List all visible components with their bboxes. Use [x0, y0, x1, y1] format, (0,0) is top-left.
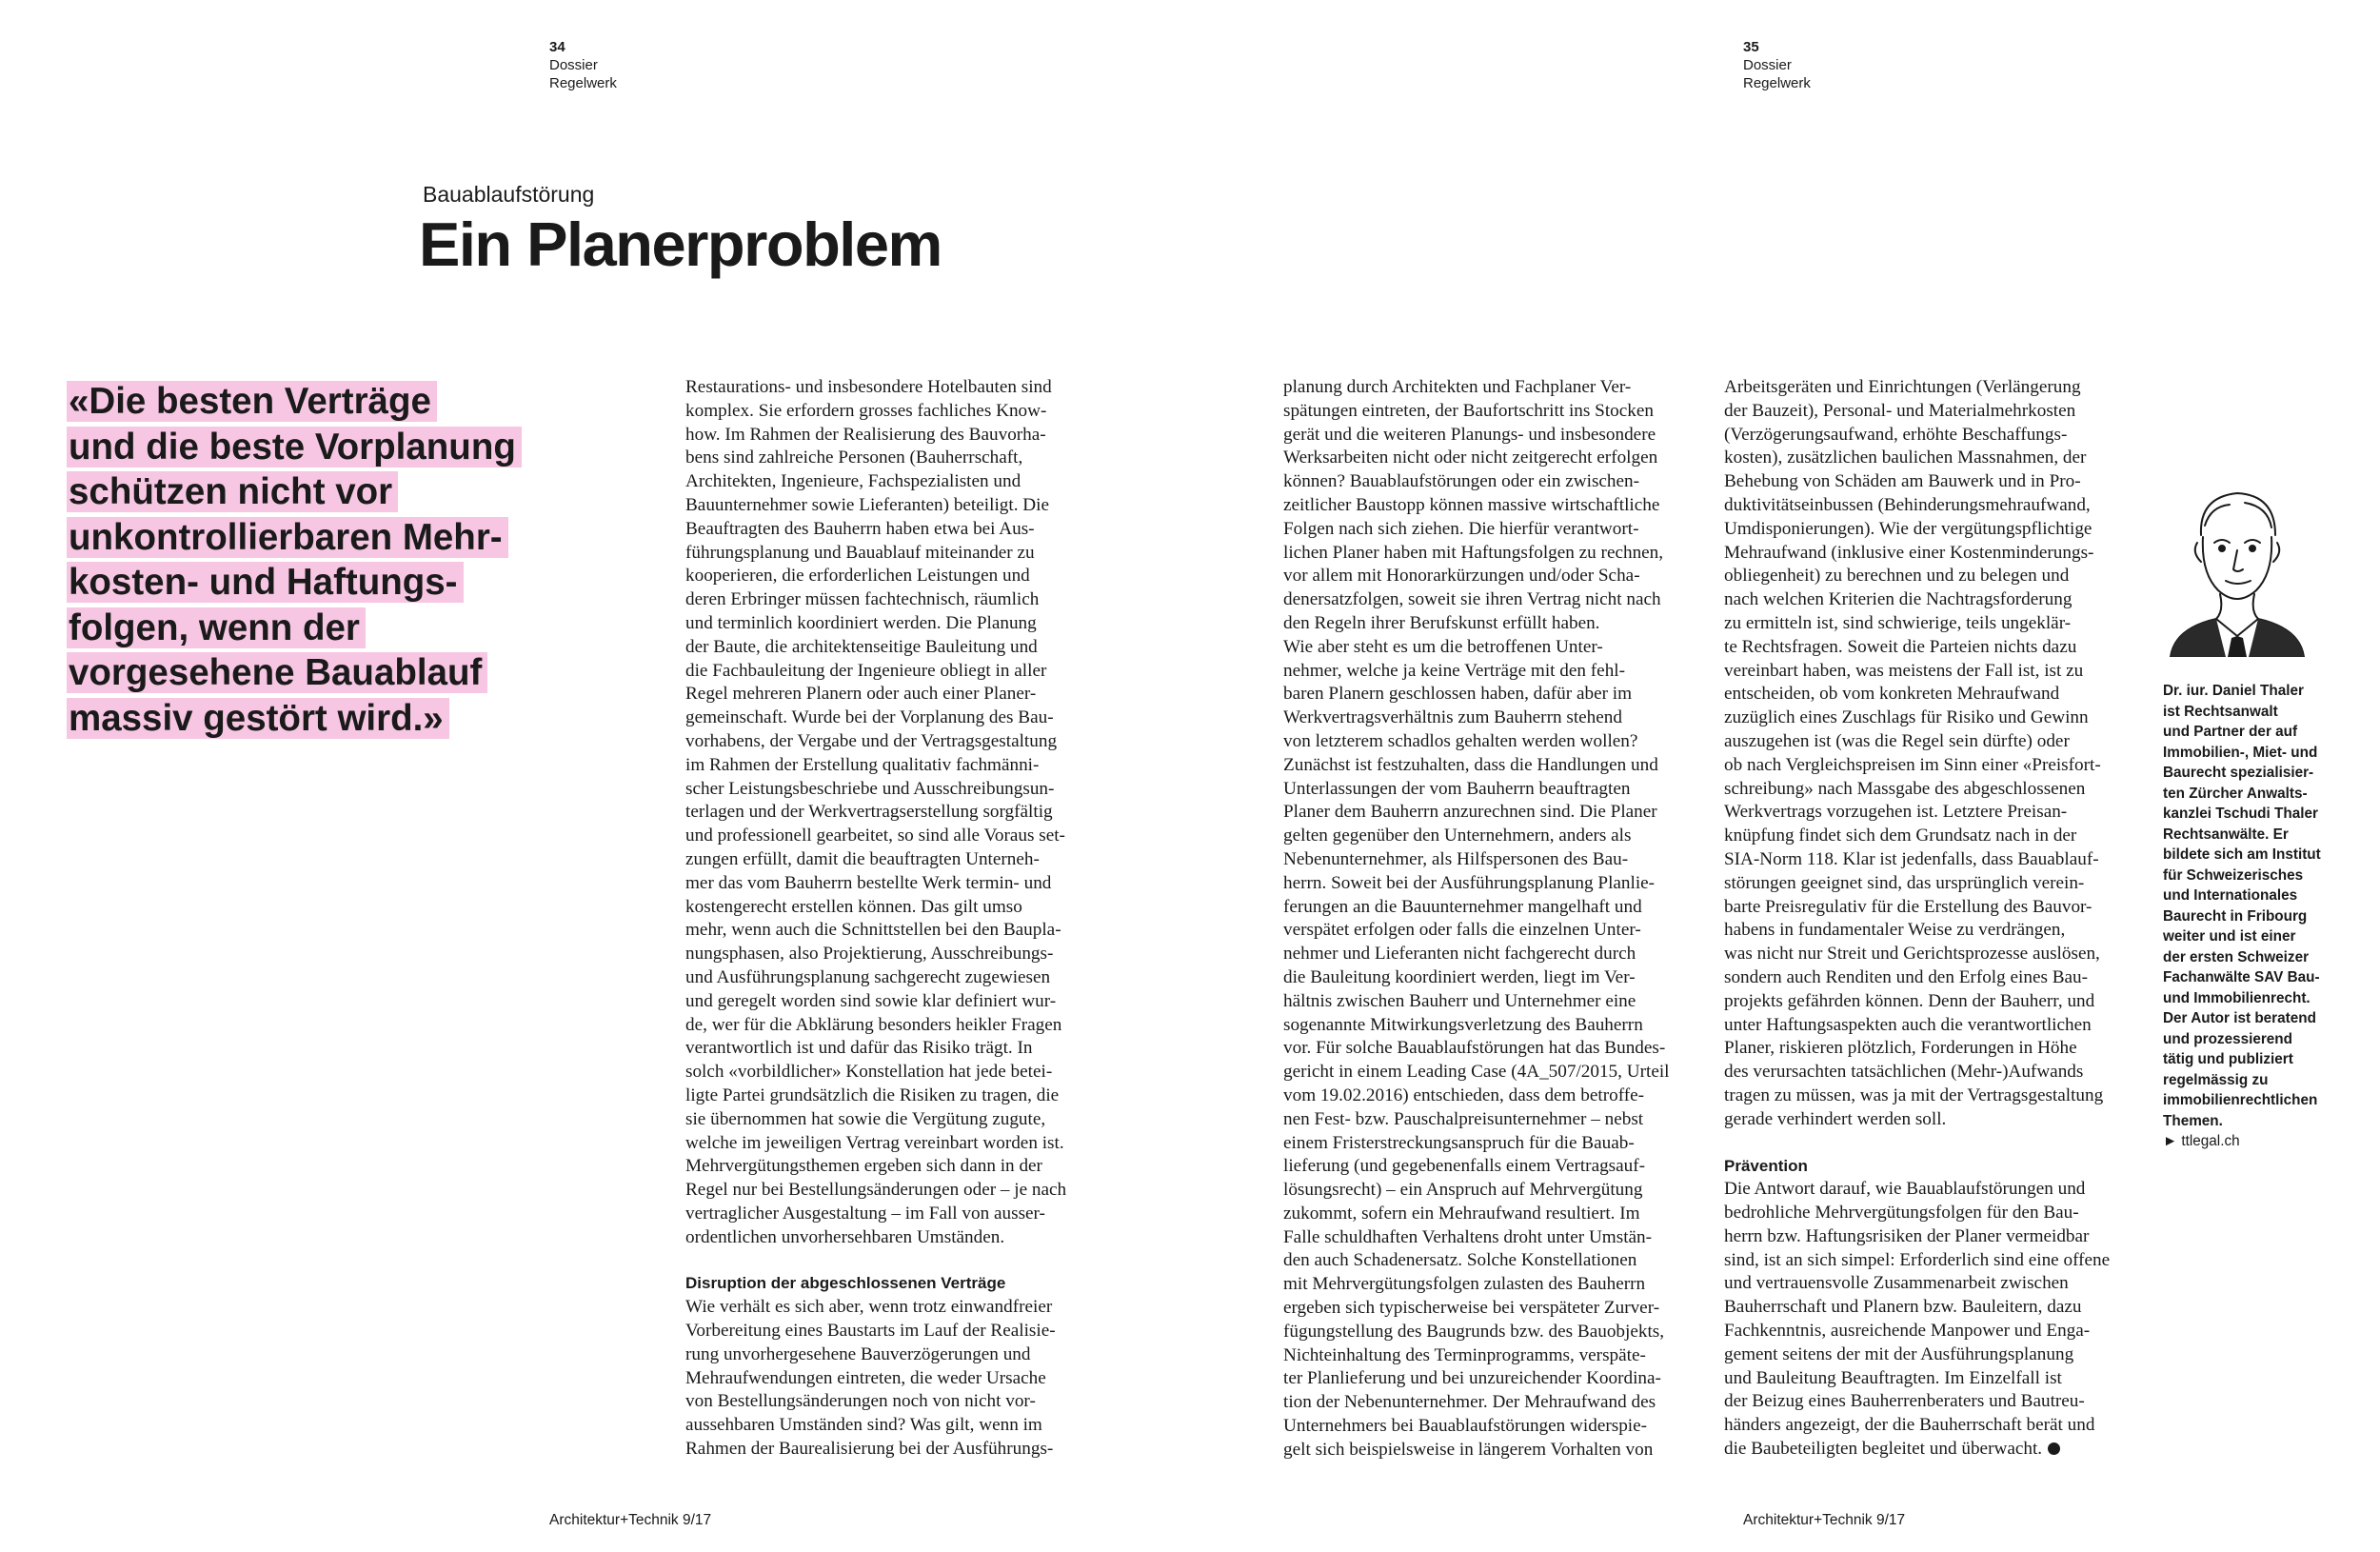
text-line: zuzüglich eines Zuschlags für Risiko und Gewinn	[1724, 707, 2089, 728]
text-line: tätig und publiziert	[2163, 1051, 2293, 1067]
text-line: zungen erfüllt, damit die beauftragten Unterneh-	[685, 848, 1040, 869]
text-line: vertraglicher Ausgestaltung – im Fall von ausser-	[685, 1203, 1045, 1224]
text-line: tion der Nebenunternehmer. Der Mehraufwand des	[1283, 1392, 1656, 1413]
text-line: den auch Schadenersatz. Solche Konstellationen	[1283, 1250, 1637, 1271]
text-line: lieferung (und gegebenenfalls einem Vertragsauf-	[1283, 1156, 1646, 1177]
text-line: mit Mehrvergütungsfolgen zulasten des Bauherrn	[1283, 1274, 1646, 1295]
article-title: Ein Planerproblem	[419, 209, 942, 279]
text-line: Rahmen der Baurealisierung bei der Ausführungs-	[685, 1439, 1054, 1460]
text-line: herrn bzw. Haftungsrisiken der Planer vermeidbar	[1724, 1225, 2090, 1246]
text-line: Baurecht spezialisier-	[2163, 765, 2314, 781]
pull-quote-line: massiv gestört wird.»	[67, 698, 449, 739]
text-line: gelt sich beispielsweise in längerem Vorhalten von	[1283, 1439, 1654, 1460]
text-line: ferungen an die Bauunternehmer mangelhaft und	[1283, 896, 1642, 917]
text-line: regelmässig zu	[2163, 1071, 2269, 1088]
pull-quote-line: «Die besten Verträge	[67, 381, 437, 422]
text-line: Bauunternehmer sowie Lieferanten) beteiligt. Die	[685, 494, 1049, 515]
text-line: barte Preisregulativ für die Erstellung des Bauvor-	[1724, 896, 2092, 917]
text-line: scher Leistungsbeschriebe und Ausschreibungsun-	[685, 778, 1055, 799]
text-line: vom 19.02.2016) entschieden, dass dem betroffe-	[1283, 1084, 1645, 1105]
text-line: und vertrauensvolle Zusammenarbeit zwischen	[1724, 1273, 2069, 1294]
pull-quote	[67, 379, 638, 741]
text-line: sind, ist an sich simpel: Erforderlich sind eine offene	[1724, 1249, 2111, 1270]
text-line: Werkvertrags vorzugehen ist. Letztere Preisan-	[1724, 802, 2068, 823]
text-line: gericht in einem Leading Case (4A_507/2015, Urteil	[1283, 1062, 1670, 1083]
subheading: Disruption der abgeschlossenen Verträge	[685, 1274, 1006, 1293]
text-line: sogenannte Mitwirkungsverletzung des Bauherrn	[1283, 1014, 1643, 1035]
left-page-header	[549, 38, 617, 92]
text-line: Planer, riskieren plötzlich, Forderungen in Höhe	[1724, 1038, 2077, 1059]
text-line: Werksarbeiten nicht oder nicht zeitgerecht erfolgen	[1283, 448, 1658, 468]
paragraph	[1283, 636, 1716, 1462]
text-line: Planer dem Bauherrn anzurechnen sind. Die Planer	[1283, 802, 1657, 823]
text-line: können? Bauablaufstörungen oder ein zwischen-	[1283, 471, 1640, 492]
text-line: baren Planern geschlossen haben, dafür aber im	[1283, 684, 1633, 705]
text-line: (Verzögerungsaufwand, erhöhte Beschaffungs-	[1724, 424, 2068, 445]
text-line: gerade verhindert werden soll.	[1724, 1108, 1947, 1129]
text-line: fügungstellung des Baugrunds bzw. des Bauobjekts,	[1283, 1321, 1665, 1342]
text-line: zu ermitteln ist, sind schwierige, teils ungeklär-	[1724, 612, 2072, 633]
text-line: Der Autor ist beratend	[2163, 1010, 2316, 1026]
text-line: was nicht nur Streit und Gerichtsprozesse auslösen,	[1724, 944, 2100, 965]
text-line: Wie aber steht es um die betroffenen Unter-	[1283, 636, 1603, 657]
pull-quote-line: kosten- und Haftungs-	[67, 562, 464, 603]
text-column-3	[1724, 376, 2157, 1462]
paragraph	[685, 1296, 1119, 1462]
subsection-label: Regelwerk	[1743, 75, 1811, 91]
text-line: ordentlichen unvorhersehbaren Umständen.	[685, 1226, 1005, 1247]
text-line: duktivitätseinbussen (Behinderungsmehraufwand,	[1724, 494, 2091, 515]
text-line: Restaurations- und insbesondere Hotelbauten sind	[685, 377, 1052, 397]
text-line: von Bestellungsänderungen noch von nicht vor-	[685, 1391, 1036, 1412]
text-line: nungsphasen, also Projektierung, Ausschreibungs-	[685, 944, 1054, 965]
text-line: entscheiden, ob vom konkreten Mehraufwand	[1724, 684, 2060, 705]
text-line: der Baute, die architektenseitige Bauleitung und	[685, 636, 1038, 657]
text-line: de, wer für die Abklärung besonders heikler Fragen	[685, 1014, 1062, 1035]
text-line: die Bauleitung koordiniert werden, liegt im Ver-	[1283, 966, 1636, 987]
text-line: Umdisponierungen). Wie der vergütungspflichtige	[1724, 518, 2092, 539]
text-line: Architekten, Ingenieure, Fachspezialisten und	[685, 471, 1021, 492]
text-line: Wie verhält es sich aber, wenn trotz einwandfreier	[685, 1297, 1053, 1318]
text-line: und prozessierend	[2163, 1030, 2292, 1047]
text-line: rung unvorhergesehene Bauverzögerungen und	[685, 1343, 1031, 1364]
author-link[interactable]: ► ttlegal.ch	[2163, 1133, 2240, 1149]
text-line: und terminlich koordiniert werden. Die Planung	[685, 612, 1037, 633]
text-line: und Bauleitung Beauftragten. Im Einzelfall ist	[1724, 1367, 2062, 1388]
text-line: Fachkenntnis, ausreichende Manpower und Enga-	[1724, 1321, 2091, 1342]
text-line: Folgen nach sich ziehen. Die hierfür verantwort-	[1283, 518, 1639, 539]
author-bio	[2163, 681, 2353, 1152]
text-line: für Schweizerisches	[2163, 866, 2304, 884]
text-line: vor. Für solche Bauablaufstörungen hat das Bundes-	[1283, 1038, 1666, 1059]
text-line: auszugehen ist (was die Regel sein dürfte) oder	[1724, 730, 2070, 751]
paragraph	[1283, 376, 1716, 636]
text-line: gerät und die weiteren Planungs- und insbesondere	[1283, 424, 1656, 445]
text-line: störungen geeignet sind, das ursprünglich verein-	[1724, 872, 2085, 893]
text-line: sie übernommen hat sowie die Vergütung zugute,	[685, 1108, 1046, 1129]
text-line: verantwortlich ist und dafür das Risiko trägt. In	[685, 1038, 1033, 1059]
text-line: terlagen und der Werkvertragserstellung sorgfältig	[685, 802, 1053, 823]
text-line: obliegenheit) zu berechnen und zu belegen und	[1724, 566, 2070, 587]
text-line: nehmer, welche ja keine Verträge mit den fehl-	[1283, 660, 1626, 681]
text-line: projekts gefährden können. Denn der Bauherr, und	[1724, 990, 2095, 1011]
pull-quote-line: schützen nicht vor	[67, 471, 398, 512]
text-line: und Partner der auf	[2163, 724, 2298, 740]
text-line: planung durch Architekten und Fachplaner Ver-	[1283, 377, 1632, 397]
text-line: lichen Planer haben mit Haftungsfolgen zu rechnen,	[1283, 542, 1664, 563]
page-number: 34	[549, 39, 565, 55]
text-line: Baurecht in Fribourg	[2163, 907, 2308, 925]
text-column-2	[1283, 376, 1716, 1462]
text-line: von letzterem schadlos gehalten werden wollen?	[1283, 730, 1638, 751]
text-line: schreibung» nach Massgabe des abgeschlossenen	[1724, 778, 2086, 799]
text-line: gemeinschaft. Wurde bei der Vorplanung des Bau-	[685, 707, 1054, 728]
text-line: Fachanwälte SAV Bau-	[2163, 969, 2320, 985]
text-line: Bauherrschaft und Planern bzw. Bauleitern, dazu	[1724, 1297, 2082, 1318]
text-line: Immobilien-, Miet- und	[2163, 744, 2318, 761]
text-line: kanzlei Tschudi Thaler	[2163, 806, 2318, 822]
text-line: gelten gegenüber den Unternehmern, anders als	[1283, 826, 1632, 846]
text-line: händers angezeigt, der die Bauherrschaft berät und	[1724, 1415, 2095, 1436]
text-line: SIA-Norm 118. Klar ist jedenfalls, dass Bauablauf-	[1724, 848, 2099, 869]
text-line: kosten), zusätzlichen baulichen Massnahmen, der	[1724, 448, 2087, 468]
text-line: aussehbaren Umständen sind? Was gilt, wenn im	[685, 1415, 1042, 1436]
text-line: hältnis zwischen Bauherr und Unternehmer eine	[1283, 990, 1636, 1011]
text-line: des verursachten tatsächlichen (Mehr-)Aufwands	[1724, 1062, 2084, 1083]
text-line: ligte Partei grundsätzlich die Risiken zu tragen, die	[685, 1084, 1060, 1105]
text-line: die Fachbauleitung der Ingenieure obliegt in aller	[685, 660, 1047, 681]
text-line: und Ausführungsplanung sachgerecht zugewiesen	[685, 966, 1051, 987]
text-line: verspätet erfolgen oder falls die einzelnen Unter-	[1283, 920, 1641, 941]
text-line: Nebenunternehmer, als Hilfspersonen des Bau-	[1283, 848, 1629, 869]
text-line: solch «vorbildlicher» Konstellation hat jede betei-	[685, 1062, 1053, 1083]
section-label: Dossier	[549, 57, 598, 73]
text-line: bildete sich am Institut	[2163, 846, 2321, 863]
text-line: und Immobilienrecht.	[2163, 989, 2311, 1006]
paragraph	[1724, 376, 2157, 1132]
section-label: Dossier	[1743, 57, 1792, 73]
text-line: Die Antwort darauf, wie Bauablaufstörungen und	[1724, 1179, 2086, 1200]
text-line: bedrohliche Mehrvergütungsfolgen für den Bau-	[1724, 1203, 2079, 1224]
text-line: mer das vom Bauherrn bestellte Werk termin- und	[685, 872, 1052, 893]
text-line: unter Haftungsaspekten auch die verantwortlichen	[1724, 1014, 2092, 1035]
text-line: zeitlicher Baustopp können massive wirtschaftliche	[1283, 494, 1660, 515]
text-line: kooperieren, die erforderlichen Leistungen und	[685, 566, 1030, 587]
text-line: Beauftragten des Bauherrn haben etwa bei Aus-	[685, 518, 1035, 539]
paragraph	[1724, 1178, 2157, 1462]
text-line: Falle schuldhaften Verhaltens droht unter Umstän-	[1283, 1226, 1653, 1247]
paragraph	[685, 376, 1119, 1249]
text-line: ten Zürcher Anwalts-	[2163, 785, 2308, 802]
text-line: Themen.	[2163, 1112, 2223, 1129]
text-line: der Bauzeit), Personal- und Materialmehrkosten	[1724, 400, 2076, 421]
text-line: tragen zu müssen, was ja mit der Vertragsgestaltung	[1724, 1084, 2104, 1105]
text-line: welche im jeweiligen Vertrag vereinbart worden ist.	[685, 1132, 1064, 1153]
text-line: zukommt, sofern ein Mehraufwand resultiert. Im	[1283, 1203, 1640, 1224]
text-line: weiter und ist einer	[2163, 928, 2296, 945]
text-line: lösungsrecht) – ein Anspruch auf Mehrvergütung	[1283, 1180, 1643, 1201]
text-line: einem Fristerstreckungsanspruch für die Bauab-	[1283, 1132, 1635, 1153]
pull-quote-line: unkontrollierbaren Mehr-	[67, 517, 508, 558]
text-line: habens in fundamentaler Weise zu verdrängen,	[1724, 920, 2066, 941]
text-line: Unternehmers bei Bauablaufstörungen widerspie-	[1283, 1416, 1648, 1437]
text-line: und professionell gearbeitet, so sind alle Voraus set-	[685, 826, 1065, 846]
pull-quote-line: folgen, wenn der	[67, 607, 366, 648]
text-line: bens sind zahlreiche Personen (Bauherrschaft,	[685, 448, 1023, 468]
text-line: Mehraufwendungen eintreten, die weder Ursache	[685, 1367, 1046, 1388]
text-line: Rechtsanwälte. Er	[2163, 826, 2289, 843]
text-line: how. Im Rahmen der Realisierung des Bauvorha-	[685, 424, 1046, 445]
text-line: und geregelt worden sind sowie klar definiert wur-	[685, 990, 1057, 1011]
text-line: Mehrvergütungsthemen ergeben sich dann in der	[685, 1156, 1042, 1177]
subheading: Prävention	[1724, 1156, 1808, 1175]
end-mark-icon	[2048, 1443, 2060, 1455]
text-line: und Internationales	[2163, 887, 2298, 904]
text-line: den Regeln ihrer Berufskunst erfüllt haben.	[1283, 612, 1600, 633]
text-line: sondern auch Renditen und den Erfolg eines Bau-	[1724, 966, 2089, 987]
text-line: gement seitens der mit der Ausführungsplanung	[1724, 1343, 2074, 1364]
text-line: te Rechtsfragen. Soweit die Parteien nichts dazu	[1724, 636, 2077, 657]
text-line: der ersten Schweizer	[2163, 948, 2310, 965]
pull-quote-line: vorgesehene Bauablauf	[67, 652, 487, 693]
text-line: mehr, wenn auch die Schnittstellen bei den Baupla-	[685, 920, 1061, 941]
text-line: komplex. Sie erfordern grosses fachliches Know-	[685, 400, 1047, 421]
text-line: nehmer und Lieferanten nicht fachgerecht durch	[1283, 944, 1636, 965]
left-page-footer: Architektur+Technik 9/17	[549, 1512, 712, 1528]
text-line: Mehraufwand (inklusive einer Kostenminderungs-	[1724, 542, 2094, 563]
text-line: ter Planlieferung und bei unzureichender Koordina-	[1283, 1368, 1661, 1389]
right-page-header	[1743, 38, 1811, 92]
text-line: spätungen eintreten, der Baufortschritt ins Stocken	[1283, 400, 1654, 421]
text-line: Behebung von Schäden am Bauwerk und in Pro-	[1724, 471, 2081, 492]
text-column-1	[685, 376, 1119, 1462]
text-line: ergeben sich typischerweise bei verspäteter Zurver-	[1283, 1298, 1660, 1319]
text-line: vor allem mit Honorarkürzungen und/oder Scha-	[1283, 566, 1640, 587]
text-line: ist Rechtsanwalt	[2163, 703, 2278, 720]
text-line: die Baubeteiligten begleitet und überwacht.	[1724, 1438, 2157, 1462]
text-line: Regel mehreren Planern oder auch einer Planer-	[685, 684, 1037, 705]
author-portrait	[2163, 468, 2311, 657]
text-line: denersatzfolgen, soweit sie ihren Vertrag nicht nach	[1283, 589, 1661, 610]
article-kicker: Bauablaufstörung	[423, 182, 595, 207]
text-line: vorhabens, der Vergabe und der Vertragsgestaltung	[685, 730, 1058, 751]
text-line: der Beizug eines Bauherrenberaters und Bautreu-	[1724, 1391, 2085, 1412]
right-page-footer: Architektur+Technik 9/17	[1743, 1512, 1906, 1528]
text-line: Zunächst ist festzuhalten, dass die Handlungen und	[1283, 754, 1658, 775]
text-line: Arbeitsgeräten und Einrichtungen (Verlängerung	[1724, 377, 2081, 397]
text-line: ob nach Vergleichspreisen im Sinn einer «Preisfort-	[1724, 754, 2101, 775]
text-line: Dr. iur. Daniel Thaler	[2163, 683, 2304, 699]
text-line: Werkvertragsverhältnis zum Bauherrn stehend	[1283, 707, 1622, 728]
page-number: 35	[1743, 39, 1759, 55]
text-line: nen Fest- bzw. Pauschalpreisunternehmer – nebst	[1283, 1108, 1644, 1129]
text-line: Nichteinhaltung des Terminprogramms, verspäte-	[1283, 1344, 1646, 1365]
text-line: Vorbereitung eines Baustarts im Lauf der Realisie-	[685, 1321, 1056, 1342]
text-line: kostengerecht erstellen können. Das gilt umso	[685, 896, 1022, 917]
text-line: im Rahmen der Erstellung qualitativ fachmänni-	[685, 754, 1040, 775]
pull-quote-line: und die beste Vorplanung	[67, 427, 522, 468]
text-line: vereinbart haben, was meistens der Fall ist, ist zu	[1724, 660, 2084, 681]
text-line: immobilienrechtlichen	[2163, 1092, 2318, 1108]
text-line: nach welchen Kriterien die Nachtragsforderung	[1724, 589, 2073, 610]
text-line: Regel nur bei Bestellungsänderungen oder – je nach	[685, 1180, 1067, 1201]
subsection-label: Regelwerk	[549, 75, 617, 91]
text-line: herrn. Soweit bei der Ausführungsplanung Planlie-	[1283, 872, 1656, 893]
text-line: deren Erbringer müssen fachtechnisch, räumlich	[685, 589, 1040, 610]
text-line: knüpfung findet sich dem Grundsatz nach in der	[1724, 826, 2077, 846]
text-line: Unterlassungen der vom Bauherrn beauftragten	[1283, 778, 1631, 799]
text-line: führungsplanung und Bauablauf miteinander zu	[685, 542, 1035, 563]
